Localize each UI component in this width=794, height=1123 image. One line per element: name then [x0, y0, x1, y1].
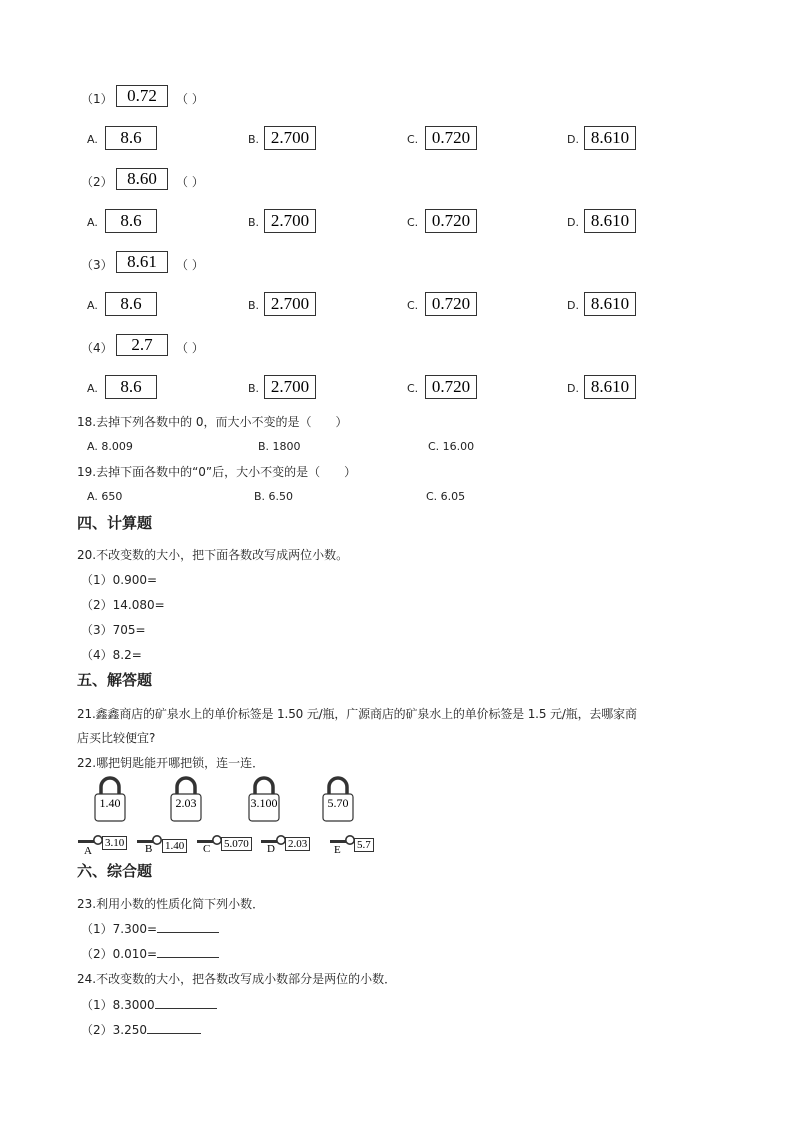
q24-text: 24.不改变数的大小，把各数改写成小数部分是两位的小数．	[77, 972, 397, 986]
option-box[interactable]: 8.610	[584, 375, 636, 399]
answer-line[interactable]	[157, 920, 219, 933]
q20-text: 20.不改变数的大小，把下面各数改写成两位小数。	[77, 548, 349, 562]
key-value: 5.7	[354, 838, 374, 852]
option-box[interactable]: 8.610	[584, 292, 636, 316]
lock[interactable]	[320, 776, 356, 822]
option-box[interactable]: 0.720	[425, 126, 477, 150]
q18-option-a[interactable]: A. 8.009	[87, 440, 133, 453]
q19-text: 19.去掉下面各数中的“0”后，大小不变的是（ ）	[77, 465, 357, 479]
q20-item: （4）8.2=	[81, 648, 142, 662]
q21-text-line2: 店买比较便宜?	[77, 731, 156, 745]
q17-answer-blank[interactable]: （ ）	[176, 92, 204, 106]
lock-value: 1.40	[99, 796, 121, 810]
section-heading: 五、解答题	[77, 671, 153, 689]
q18-option-c[interactable]: C. 16.00	[428, 440, 475, 453]
q18-text: 18.去掉下列各数中的 0，而大小不变的是（ ）	[77, 415, 348, 429]
option-letter: D.	[567, 299, 579, 312]
option-box[interactable]: 2.700	[264, 292, 316, 316]
q23-item	[81, 945, 219, 962]
q17-sub-value-box: 2.7	[116, 334, 168, 356]
option-box[interactable]: 0.720	[425, 375, 477, 399]
lock-value: 5.70	[327, 796, 349, 810]
section-heading: 六、综合题	[77, 862, 153, 880]
key[interactable]	[78, 834, 130, 857]
q23-item-text: （2）0.010=	[81, 947, 158, 961]
q17-answer-blank[interactable]: （ ）	[176, 341, 204, 355]
key-value: 1.40	[162, 839, 187, 853]
q20-item: （2）14.080=	[81, 598, 165, 612]
q24-item-text: （1）8.3000	[81, 998, 155, 1012]
section-heading: 四、计算题	[77, 514, 153, 532]
option-letter: A.	[87, 133, 98, 146]
q19-option-b[interactable]: B. 6.50	[254, 490, 294, 503]
answer-line[interactable]	[147, 1021, 201, 1034]
option-letter: B.	[248, 299, 260, 312]
q21-text-line1: 21.鑫鑫商店的矿泉水上的单价标签是 1.50 元/瓶，广源商店的矿泉水上的单价标签是 1.5 元/瓶，去哪家商	[77, 707, 637, 721]
q23-item-text: （1）7.300=	[81, 922, 158, 936]
key-letter: E	[334, 844, 341, 856]
q17-sub-value-box: 8.61	[116, 251, 168, 273]
q18-option-b[interactable]: B. 1800	[258, 440, 301, 453]
option-letter: B.	[248, 216, 260, 229]
option-letter: D.	[567, 133, 579, 146]
q22-text: 22.哪把钥匙能开哪把锁，连一连．	[77, 756, 265, 770]
q24-item	[81, 1021, 201, 1038]
option-box[interactable]: 0.720	[425, 209, 477, 233]
option-box[interactable]: 8.6	[105, 209, 157, 233]
q17-answer-blank[interactable]: （ ）	[176, 258, 204, 272]
q17-sub-label: （1）	[81, 92, 113, 106]
q20-item: （1）0.900=	[81, 573, 158, 587]
option-letter: C.	[407, 382, 419, 395]
answer-line[interactable]	[157, 945, 219, 958]
option-letter: A.	[87, 299, 98, 312]
lock[interactable]	[246, 776, 282, 822]
key-letter: A	[84, 845, 92, 857]
option-letter: C.	[407, 133, 419, 146]
q17-sub-label: （3）	[81, 258, 113, 272]
option-letter: A.	[87, 216, 98, 229]
key[interactable]	[330, 834, 380, 854]
option-letter: C.	[407, 216, 419, 229]
option-box[interactable]: 8.610	[584, 126, 636, 150]
option-letter: D.	[567, 216, 579, 229]
option-box[interactable]: 2.700	[264, 375, 316, 399]
answer-line[interactable]	[155, 996, 217, 1009]
lock-value: 3.100	[250, 796, 278, 810]
option-letter: B.	[248, 133, 260, 146]
q17-sub-label: （2）	[81, 175, 113, 189]
key-value: 2.03	[285, 837, 310, 851]
q17-sub-value-box: 8.60	[116, 168, 168, 190]
option-letter: D.	[567, 382, 579, 395]
q23-item	[81, 920, 219, 937]
option-letter: B.	[248, 382, 260, 395]
option-box[interactable]: 2.700	[264, 126, 316, 150]
key[interactable]	[197, 834, 257, 854]
option-box[interactable]: 2.700	[264, 209, 316, 233]
q23-text: 23.利用小数的性质化简下列小数．	[77, 897, 265, 911]
q19-option-a[interactable]: A. 650	[87, 490, 123, 503]
key-letter: B	[145, 843, 153, 855]
option-box[interactable]: 8.6	[105, 126, 157, 150]
q24-item	[81, 996, 217, 1013]
option-box[interactable]: 8.6	[105, 292, 157, 316]
option-box[interactable]: 8.610	[584, 209, 636, 233]
key-value: 5.070	[221, 837, 252, 851]
option-letter: C.	[407, 299, 419, 312]
key-letter: D	[267, 843, 275, 855]
lock[interactable]	[168, 776, 204, 822]
q20-item: （3）705=	[81, 623, 146, 637]
q17-answer-blank[interactable]: （ ）	[176, 175, 204, 189]
q17-sub-value-box: 0.72	[116, 85, 168, 107]
q17-sub-label: （4）	[81, 341, 113, 355]
key[interactable]	[261, 834, 317, 854]
option-box[interactable]: 8.6	[105, 375, 157, 399]
key-value: 3.10	[102, 836, 127, 850]
lock-value: 2.03	[175, 796, 197, 810]
lock[interactable]	[92, 776, 128, 822]
q19-option-c[interactable]: C. 6.05	[426, 490, 466, 503]
key-letter: C	[203, 843, 211, 855]
option-box[interactable]: 0.720	[425, 292, 477, 316]
q24-item-text: （2）3.250	[81, 1023, 147, 1037]
key[interactable]	[137, 834, 191, 854]
option-letter: A.	[87, 382, 98, 395]
